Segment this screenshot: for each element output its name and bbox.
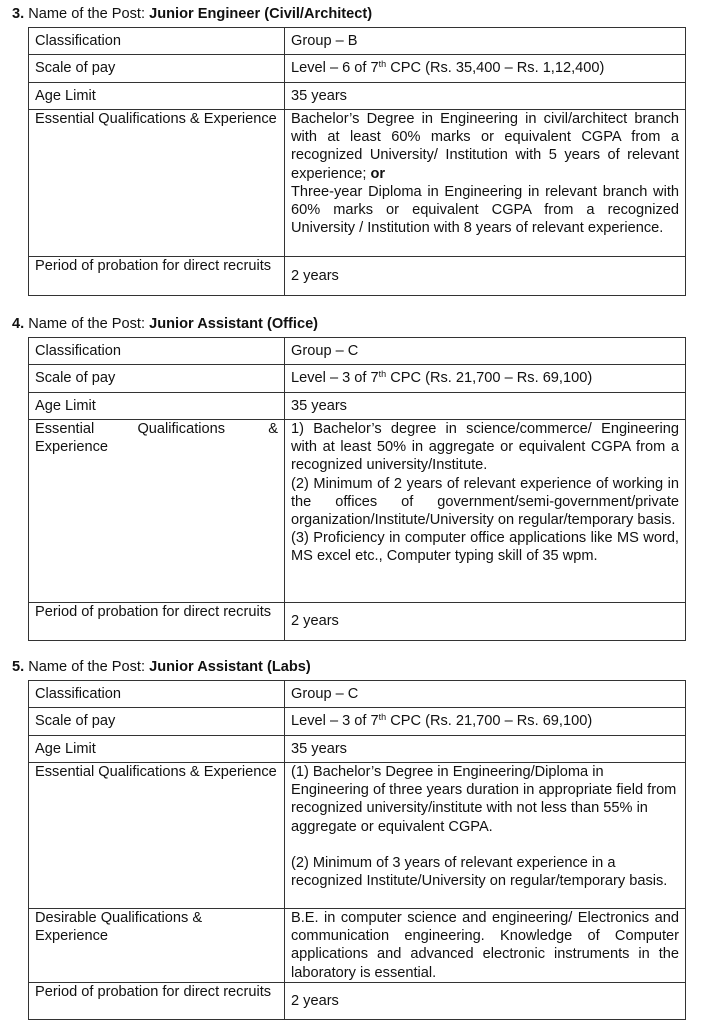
- post-4-title: [12, 315, 318, 333]
- desirable-label: Desirable Qualifications & Experience: [29, 909, 285, 983]
- probation-value: 2 years: [285, 603, 686, 641]
- pay-label: Scale of pay: [29, 708, 285, 736]
- classification-label: Classification: [29, 681, 285, 708]
- classification-label: Classification: [29, 338, 285, 365]
- probation-label: Period of probation for direct recruits: [29, 257, 285, 296]
- age-value: 35 years: [285, 736, 686, 763]
- qualification-label-word: Qualifications: [137, 421, 226, 437]
- qualification-text-1: Bachelor’s Degree in Engineering in civil/architect branch with at least 60% marks or equivalent CGPA from a recognized University/ Institution with 5 years of relevant experience;: [291, 111, 679, 182]
- table-row: [29, 55, 686, 83]
- post-name-prefix: Name of the Post:: [28, 659, 150, 675]
- qualification-label-line-2: Experience: [35, 439, 109, 456]
- qualification-label: Essential Qualifications & Experience: [29, 110, 285, 257]
- desirable-value: B.E. in computer science and engineering/ Electronics and communication engineering. Knowledge of Computer applications and advanced electronic instruments in the laboratory is essential.: [285, 909, 686, 983]
- post-number: 4.: [12, 316, 25, 332]
- table-row: [29, 736, 686, 763]
- qualification-item-1: (1) Bachelor’s Degree in Engineering/Diploma in Engineering of three years duration in appropriate field from recognized university/institute with not less than 55% in aggregate or equivalent CGPA.: [291, 764, 677, 835]
- pay-value: [285, 708, 686, 736]
- qualification-value: [285, 420, 686, 603]
- table-row: [29, 708, 686, 736]
- pay-value-sup: th: [378, 59, 387, 70]
- qualification-para-1: [291, 110, 679, 183]
- post-4-table: [28, 337, 686, 641]
- post-name: Junior Engineer (Civil/Architect): [149, 6, 373, 22]
- pay-value-pre: Level – 3 of 7: [291, 370, 379, 387]
- table-row: [29, 28, 686, 55]
- qualification-para-2: Three-year Diploma in Engineering in relevant branch with 60% marks or equivalent CGPA from a recognized University / Institution with 8 years of relevant experience.: [291, 183, 679, 237]
- pay-value-post: CPC (Rs. 21,700 – Rs. 69,100): [386, 713, 593, 730]
- age-label: Age Limit: [29, 736, 285, 763]
- table-row: [29, 110, 686, 257]
- qualification-item-2: (2) Minimum of 2 years of relevant experience of working in the offices of government/semi-government/private organization/Institute/University on regular/temporary basis.: [291, 475, 679, 529]
- post-name: Junior Assistant (Labs): [149, 659, 311, 675]
- age-value: 35 years: [285, 393, 686, 420]
- age-label: Age Limit: [29, 393, 285, 420]
- classification-value: Group – C: [285, 681, 686, 708]
- pay-value: [285, 55, 686, 83]
- age-value: 35 years: [285, 83, 686, 110]
- qualification-label: Essential Qualifications & Experience: [29, 763, 285, 909]
- age-label: Age Limit: [29, 83, 285, 110]
- post-name: Junior Assistant (Office): [149, 316, 319, 332]
- table-row: [29, 681, 686, 708]
- post-5-title: [12, 658, 311, 676]
- qualification-label-line-1: [35, 420, 278, 438]
- table-row: [29, 365, 686, 393]
- classification-value: Group – C: [285, 338, 686, 365]
- probation-label: Period of probation for direct recruits: [29, 983, 285, 1020]
- post-3-title: [12, 5, 372, 23]
- table-row: [29, 983, 686, 1020]
- table-row: [29, 909, 686, 983]
- qualification-item-1: 1) Bachelor’s degree in science/commerce/ Engineering with at least 50% in aggregate or equivalent CGPA from a recognized university/Institute.: [291, 421, 679, 474]
- post-number: 5.: [12, 659, 25, 675]
- qualification-label-word: Essential: [35, 421, 95, 437]
- table-row: [29, 338, 686, 365]
- post-name-prefix: Name of the Post:: [28, 6, 150, 22]
- qualification-item-2: (2) Minimum of 3 years of relevant experience in a recognized Institute/University on regular/temporary basis.: [291, 854, 668, 890]
- probation-value: 2 years: [285, 257, 686, 296]
- classification-value: Group – B: [285, 28, 686, 55]
- qualification-item-3: (3) Proficiency in computer office applications like MS word, MS excel etc., Computer typing skill of 35 wpm.: [291, 530, 679, 565]
- table-row: [29, 83, 686, 110]
- pay-value-pre: Level – 6 of 7: [291, 60, 379, 77]
- post-number: 3.: [12, 6, 25, 22]
- pay-value-post: CPC (Rs. 35,400 – Rs. 1,12,400): [386, 60, 605, 77]
- table-row: [29, 420, 686, 603]
- table-row: [29, 763, 686, 909]
- table-row: [29, 393, 686, 420]
- pay-value-pre: Level – 3 of 7: [291, 713, 379, 730]
- probation-label: Period of probation for direct recruits: [29, 603, 285, 641]
- pay-label: Scale of pay: [29, 365, 285, 393]
- probation-value: 2 years: [285, 983, 686, 1020]
- spacer: [291, 836, 679, 854]
- pay-label: Scale of pay: [29, 55, 285, 83]
- qualification-or: or: [370, 165, 386, 182]
- table-row: [29, 257, 686, 296]
- post-5-table: [28, 680, 686, 1020]
- pay-value-sup: th: [378, 369, 387, 380]
- qualification-value: [285, 110, 686, 257]
- pay-value-sup: th: [378, 712, 387, 723]
- qualification-label-word: &: [268, 421, 278, 437]
- pay-value-post: CPC (Rs. 21,700 – Rs. 69,100): [386, 370, 593, 387]
- classification-label: Classification: [29, 28, 285, 55]
- table-row: [29, 603, 686, 641]
- post-name-prefix: Name of the Post:: [28, 316, 150, 332]
- qualification-value: [285, 763, 686, 909]
- post-3-table: [28, 27, 686, 296]
- qualification-label: [29, 420, 285, 603]
- pay-value: [285, 365, 686, 393]
